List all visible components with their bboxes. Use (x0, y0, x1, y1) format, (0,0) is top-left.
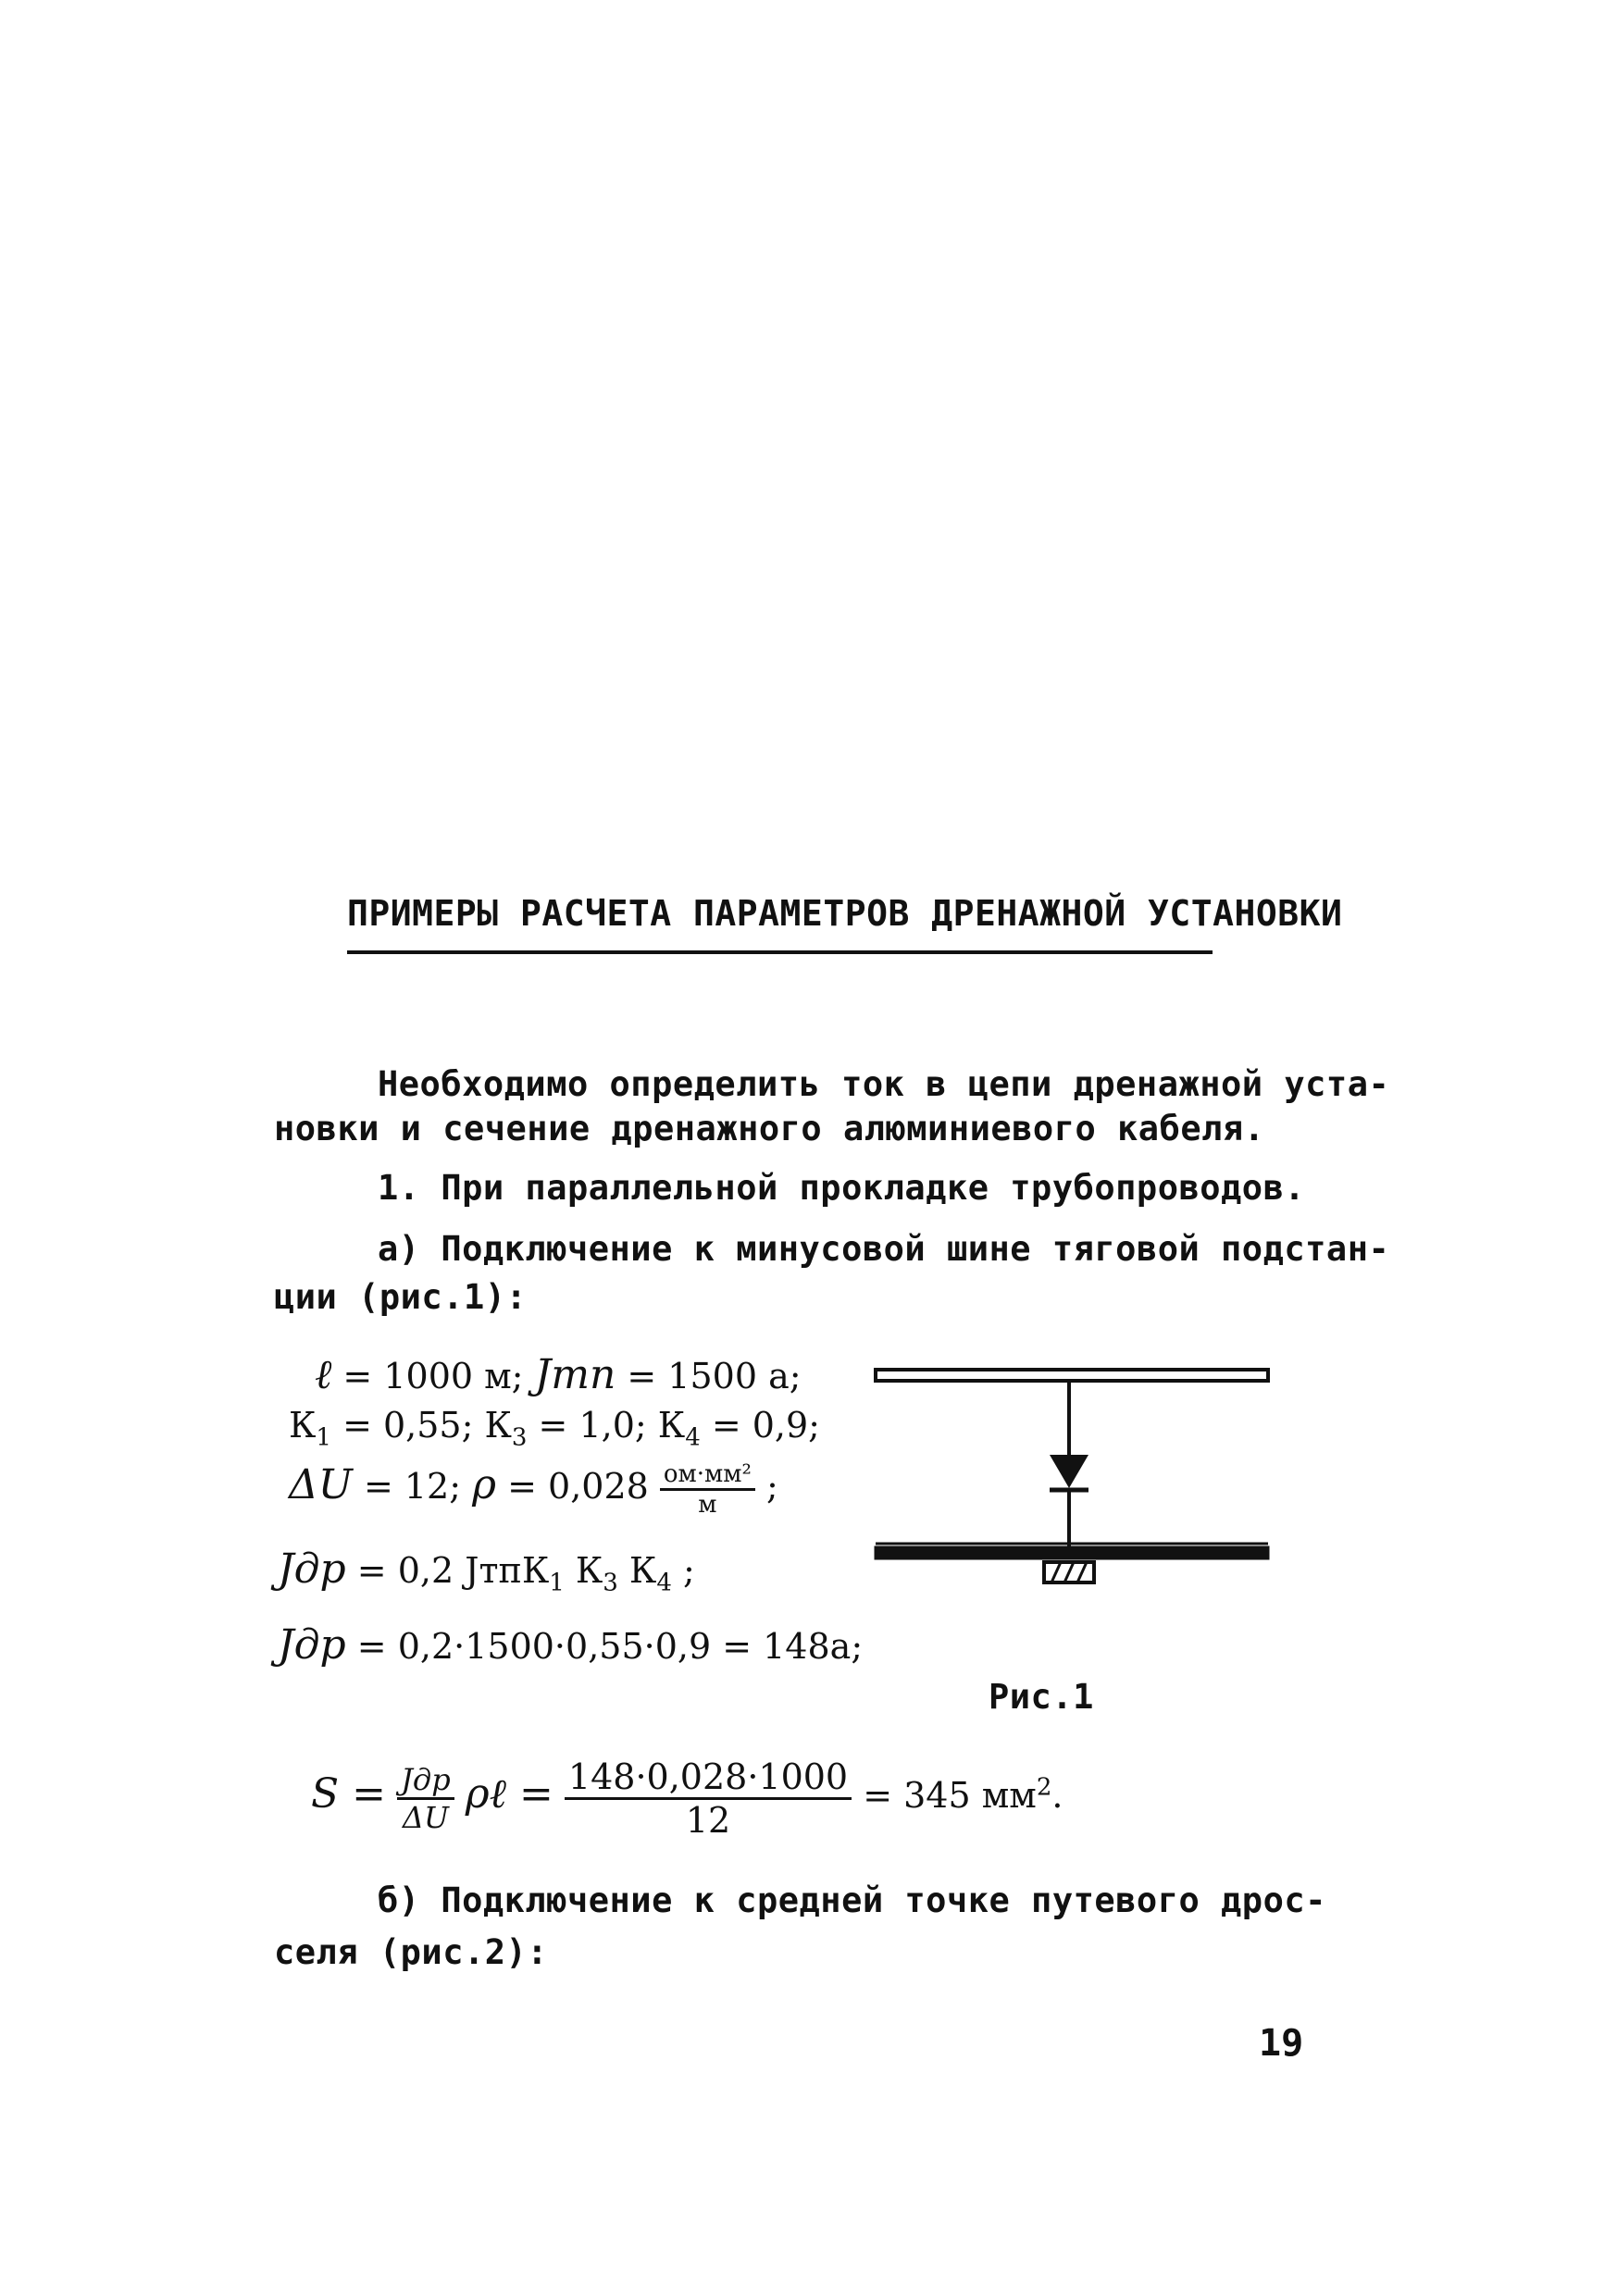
page-number: 19 (1259, 2022, 1304, 2065)
intro-line-2: новки и сечение дренажного алюминиевого кабеля. (274, 1109, 1265, 1148)
bottom-rail (876, 1544, 1268, 1558)
diode-symbol (1050, 1455, 1088, 1490)
item-b-line-1: б) Подключение к средней точке путевого дрос- (378, 1880, 1326, 1920)
figure-1-diagram (870, 1351, 1277, 1620)
param-line-2: $К_1 = 0,55$; $К_3 = 1,0$; $К_4 = 0,9$; (289, 1405, 820, 1452)
intro-line-1: Необходимо определить ток в цепи дренажной уста- (378, 1064, 1390, 1104)
page-title: ПРИМЕРЫ РАСЧЕТА ПАРАМЕТРОВ ДРЕНАЖНОЙ УСТАНОВКИ (347, 893, 1343, 934)
formula-current-symbolic: Jдр = 0,2 JтпК$_1$ $К_3$ $К_4$ ; (278, 1545, 695, 1597)
ground-symbol (1044, 1562, 1094, 1582)
item-a-line-1: а) Подключение к минусовой шине тяговой подстан- (378, 1229, 1390, 1269)
item-b-line-2: селя (рис.2): (274, 1932, 549, 1972)
top-rail (876, 1370, 1268, 1381)
param-line-1: ℓ = 1000 м; Jтп = 1500 а; (315, 1351, 802, 1398)
item-a-line-2: ции (рис.1): (274, 1277, 528, 1317)
figure-1-caption: Рис.1 (989, 1677, 1094, 1717)
item-1: 1. При параллельной прокладке трубопроводов. (378, 1168, 1306, 1208)
formula-current-numeric: Jдр = 0,2·1500·0,55·0,9 = 148а; (278, 1621, 864, 1669)
formula-cross-section: S = $\frac{\text{Jдр}}{\Delta U}$ ρℓ = $\frac{148\cdot 0,028\cdot 1000}{12}$ = 345 $мм^2$. (311, 1756, 1063, 1841)
title-underline (347, 950, 1213, 954)
param-line-3: ΔU = 12; ρ = 0,028 $\frac{\text{ом·мм²}}{м}$ ; (289, 1460, 778, 1519)
